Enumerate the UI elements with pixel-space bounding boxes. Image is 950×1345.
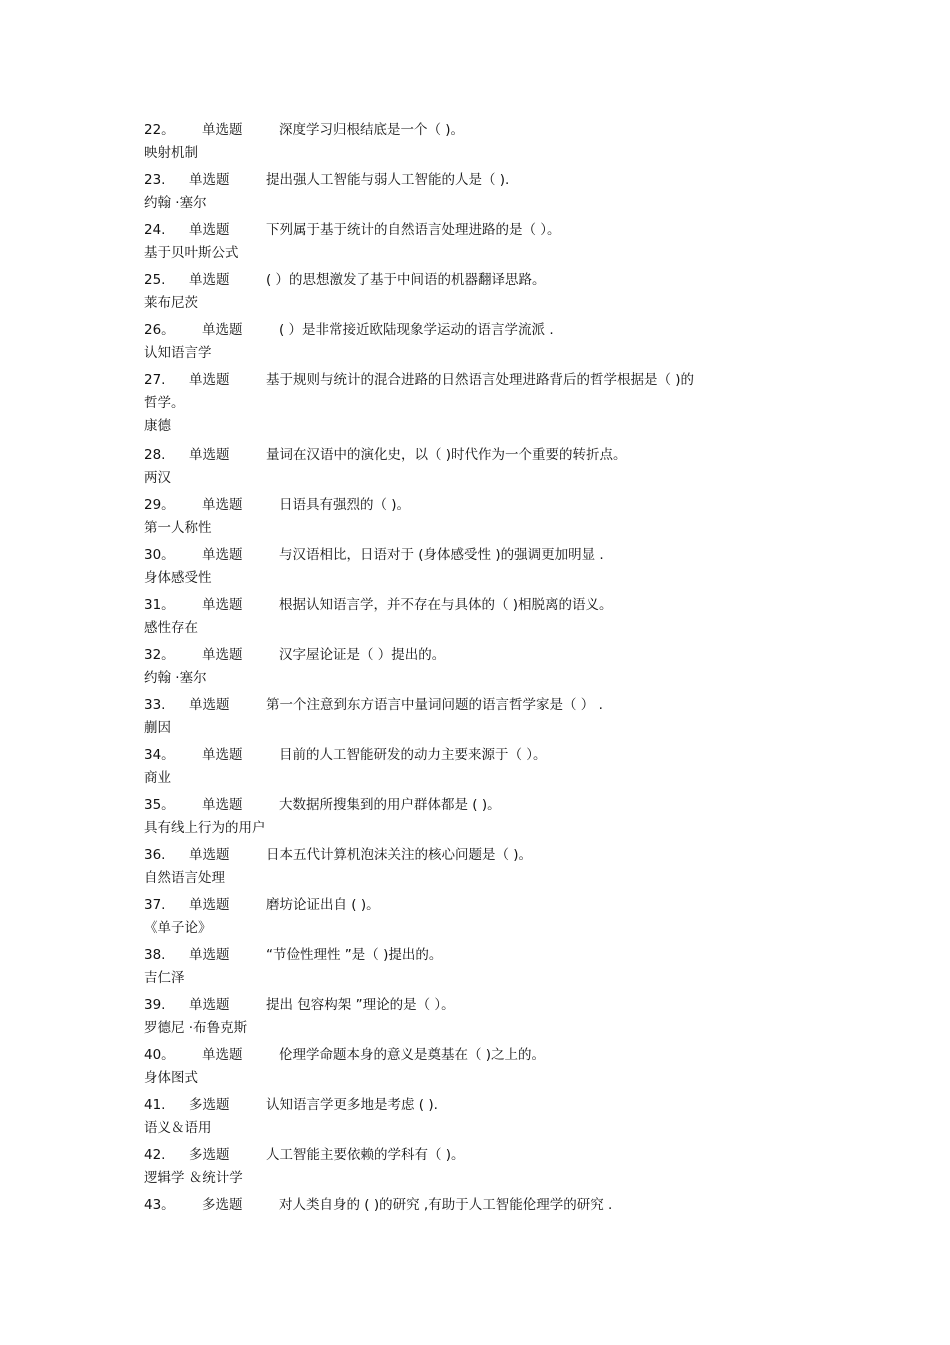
question-text: 认知语言学更多地是考虑 ( ). xyxy=(266,1097,438,1113)
question-number: 37. xyxy=(144,897,166,913)
question-number: 27. xyxy=(144,372,166,388)
question-text: 深度学习归根结底是一个（ )。 xyxy=(279,122,465,138)
question-text: 对人类自身的 ( )的研究 ,有助于人工智能伦理学的研究 . xyxy=(279,1197,613,1213)
question-text: ( ）是非常接近欧陆现象学运动的语言学流派 . xyxy=(279,322,554,338)
question-text: 第一个注意到东方语言中量词问题的语言哲学家是（ ） . xyxy=(266,697,603,713)
answer-text: 《单子论》 xyxy=(144,920,212,936)
question-text: 提出强人工智能与弱人工智能的人是（ ). xyxy=(266,172,510,188)
answer-text: 第一人称性 xyxy=(144,520,212,536)
question-type: 单选题 xyxy=(189,997,230,1013)
question-type: 单选题 xyxy=(189,947,230,963)
answer-text: 身体图式 xyxy=(144,1070,198,1086)
question-number: 30。 xyxy=(144,547,175,563)
answer-text: 感性存在 xyxy=(144,620,198,636)
question-number: 39. xyxy=(144,997,166,1013)
question-type: 多选题 xyxy=(189,1097,230,1113)
question-text: 量词在汉语中的演化史，以（ )时代作为一个重要的转折点。 xyxy=(266,447,627,463)
question-type: 单选题 xyxy=(189,272,230,288)
question-number: 35。 xyxy=(144,797,175,813)
answer-text: 蒯因 xyxy=(144,720,171,736)
answer-text: 基于贝叶斯公式 xyxy=(144,245,239,261)
answer-text: 身体感受性 xyxy=(144,570,212,586)
question-type: 多选题 xyxy=(189,1147,230,1163)
question-number: 33. xyxy=(144,697,166,713)
question-text: 根据认知语言学，并不存在与具体的（ )相脱离的语义。 xyxy=(279,597,613,613)
question-type: 多选题 xyxy=(202,1197,243,1213)
answer-text: 哲学。 xyxy=(144,395,185,411)
question-type: 单选题 xyxy=(189,897,230,913)
question-number: 43。 xyxy=(144,1197,175,1213)
question-text: 日本五代计算机泡沫关注的核心问题是（ )。 xyxy=(266,847,533,863)
answer-text: 吉仁泽 xyxy=(144,970,185,986)
question-text: 基于规则与统计的混合进路的日然语言处理进路背后的哲学根据是（ )的 xyxy=(266,372,695,388)
answer-text: 语义＆语用 xyxy=(144,1120,212,1136)
question-text: 人工智能主要依赖的学科有（ )。 xyxy=(266,1147,465,1163)
question-text: “节俭性理性 ”是（ )提出的。 xyxy=(266,947,443,963)
answer-text: 自然语言处理 xyxy=(144,870,225,886)
question-number: 41. xyxy=(144,1097,166,1113)
question-type: 单选题 xyxy=(202,597,243,613)
question-text: 目前的人工智能研发的动力主要来源于（ ）。 xyxy=(279,747,547,763)
question-type: 单选题 xyxy=(202,797,243,813)
question-number: 24. xyxy=(144,222,166,238)
question-type: 单选题 xyxy=(202,122,243,138)
question-text: 磨坊论证出自 ( )。 xyxy=(266,897,380,913)
answer-text: 约翰 ·塞尔 xyxy=(144,670,207,686)
question-type: 单选题 xyxy=(202,322,243,338)
question-type: 单选题 xyxy=(189,697,230,713)
question-type: 单选题 xyxy=(189,447,230,463)
question-number: 28. xyxy=(144,447,166,463)
question-type: 单选题 xyxy=(189,222,230,238)
question-number: 34。 xyxy=(144,747,175,763)
answer-text: 商业 xyxy=(144,770,171,786)
question-number: 23. xyxy=(144,172,166,188)
question-type: 单选题 xyxy=(202,547,243,563)
question-number: 25. xyxy=(144,272,166,288)
question-text: 下列属于基于统计的自然语言处理进路的是（ ）。 xyxy=(266,222,561,238)
question-text: 伦理学命题本身的意义是奠基在（ )之上的。 xyxy=(279,1047,546,1063)
question-type: 单选题 xyxy=(202,647,243,663)
answer-text: 康德 xyxy=(144,418,171,434)
question-number: 26。 xyxy=(144,322,175,338)
question-number: 42. xyxy=(144,1147,166,1163)
question-text: ( ）的思想激发了基于中间语的机器翻译思路。 xyxy=(266,272,546,288)
answer-text: 莱布尼茨 xyxy=(144,295,198,311)
question-text: 大数据所搜集到的用户群体都是 ( )。 xyxy=(279,797,501,813)
question-number: 29。 xyxy=(144,497,175,513)
question-type: 单选题 xyxy=(189,847,230,863)
answer-text: 认知语言学 xyxy=(144,345,212,361)
answer-text: 约翰 ·塞尔 xyxy=(144,195,207,211)
question-number: 22。 xyxy=(144,122,175,138)
question-text: 日语具有强烈的（ )。 xyxy=(279,497,411,513)
answer-text: 罗德尼 ·布鲁克斯 xyxy=(144,1020,248,1036)
question-text: 汉字屋论证是（ ）提出的。 xyxy=(279,647,446,663)
answer-text: 两汉 xyxy=(144,470,171,486)
question-type: 单选题 xyxy=(202,1047,243,1063)
question-number: 36. xyxy=(144,847,166,863)
question-type: 单选题 xyxy=(189,372,230,388)
question-type: 单选题 xyxy=(189,172,230,188)
question-text: 与汉语相比，日语对于 (身体感受性 )的强调更加明显 . xyxy=(279,547,604,563)
question-number: 38. xyxy=(144,947,166,963)
question-number: 31。 xyxy=(144,597,175,613)
question-type: 单选题 xyxy=(202,497,243,513)
question-number: 32。 xyxy=(144,647,175,663)
question-text: 提出 包容构架 ”理论的是（ ）。 xyxy=(266,997,455,1013)
answer-text: 逻辑学 ＆统计学 xyxy=(144,1170,243,1186)
answer-text: 映射机制 xyxy=(144,145,198,161)
question-type: 单选题 xyxy=(202,747,243,763)
question-number: 40。 xyxy=(144,1047,175,1063)
answer-text: 具有线上行为的用户 xyxy=(144,820,266,836)
